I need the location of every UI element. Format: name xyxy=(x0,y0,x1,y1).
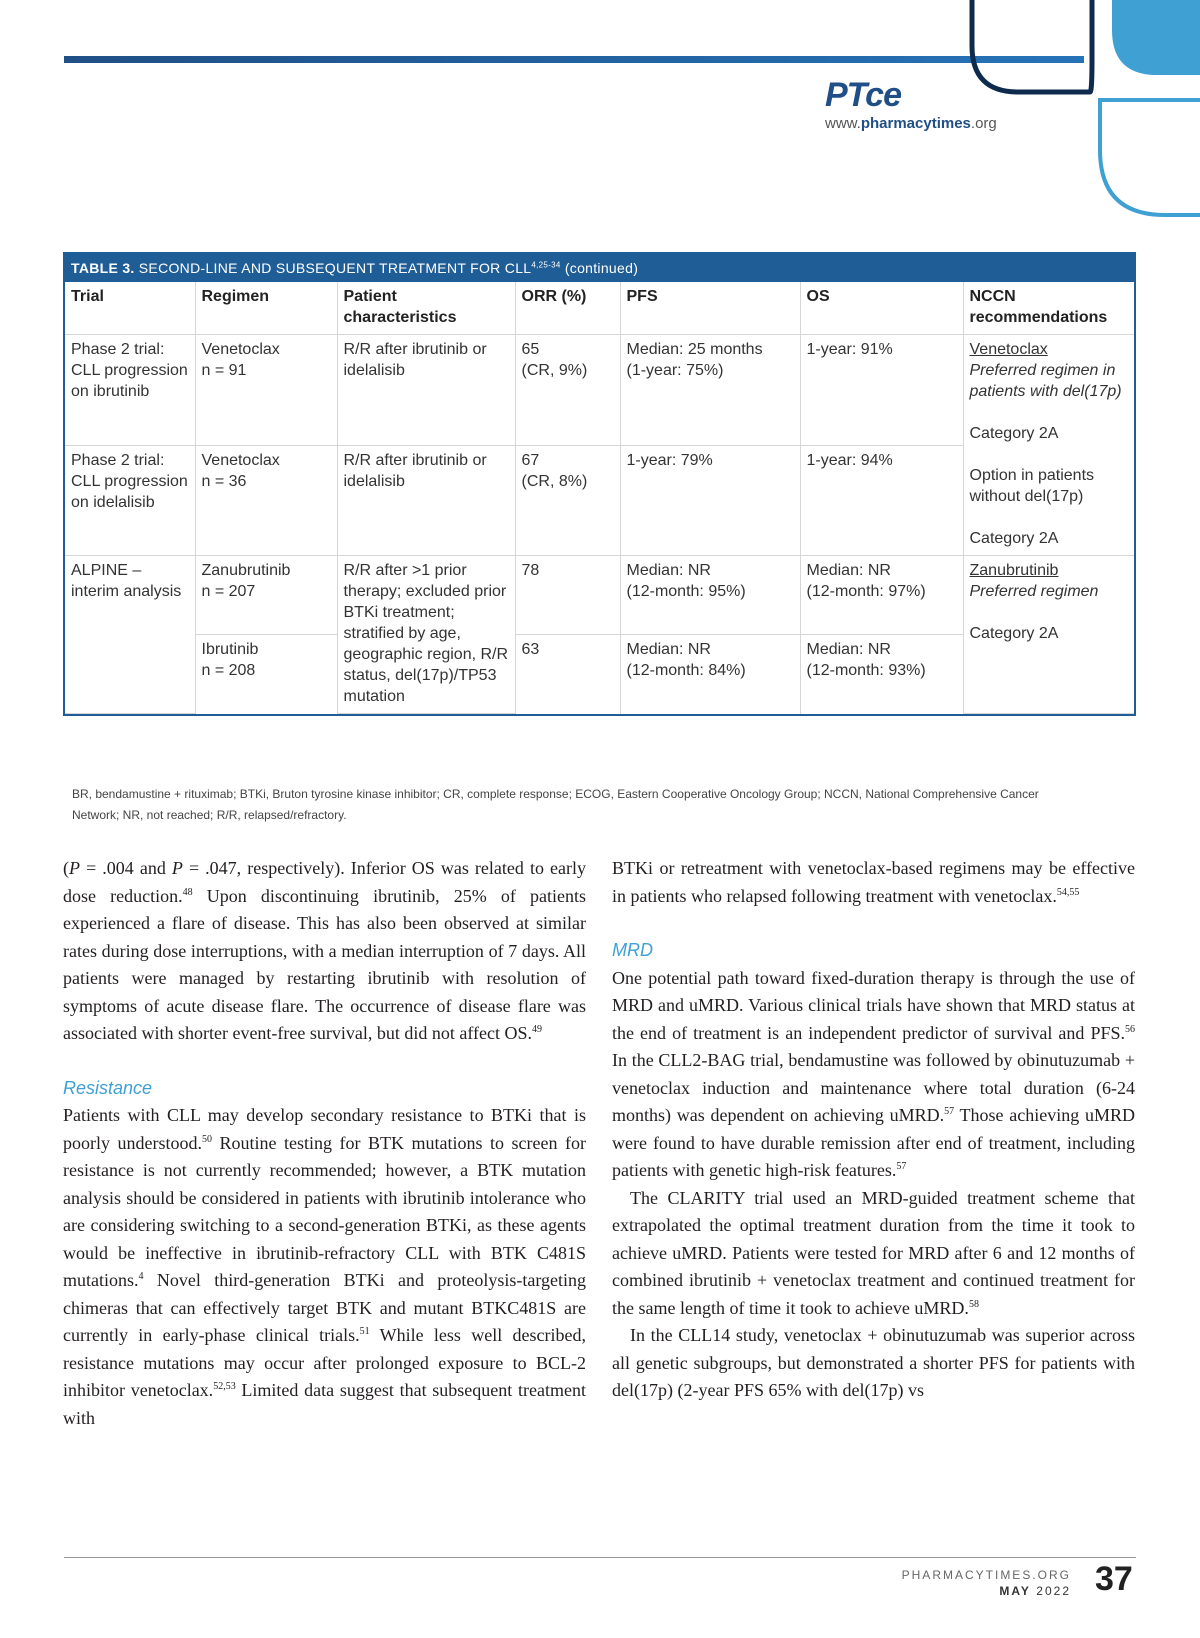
paragraph: (P = .004 and P = .047, respectively). Inferior OS was related to early dose reduction.$^{48}$ Upon discontinuing ibrutinib, 25% of patients experienced a flare of disease. This has also been observed at similar rates during dose interruptions, with a median interruption of 7 days. All patients were managed by restarting ibrutinib with resolution of symptoms of acute disease flare. The occurrence of disease flare was associated with shorter event-free survival, but did not affect OS.$^{49}$ xyxy=(63,858,587,1043)
logo-mark: PTce xyxy=(825,76,902,114)
cell-patients: R/R after >1 prior therapy; excluded prior BTKi treatment; stratified by age, geographic region, R/R status, del(17p)/TP53 mutation xyxy=(337,556,515,714)
cell-os: Median: NR (12-month: 97%) xyxy=(800,556,963,635)
cell-nccn-venetoclax: Venetoclax Preferred regimen in patients with del(17p) Category 2A Option in patients without del(17p) Category 2A xyxy=(963,335,1134,556)
paragraph: The CLARITY trial used an MRD-guided treatment scheme that extrapolated the optimal treatment duration from the time it took to achieve uMRD. Patients were tested for MRD after 6 and 12 months of combined ibrutinib + venetoclax treatment and continued treatment for the same length of time it took to achieve uMRD.$^{58}$ xyxy=(612,1187,1135,1318)
cell-pfs: Median: 25 months (1-year: 75%) xyxy=(620,335,800,446)
table-header-row xyxy=(65,282,1134,335)
cell-regimen: Zanubrutinib n = 207 xyxy=(195,556,337,635)
cell-regimen: Venetoclax n = 91 xyxy=(195,335,337,446)
cell-regimen: Ibrutinib n = 208 xyxy=(195,635,337,714)
col-header-patients: Patient characteristics xyxy=(337,282,515,335)
page-number: 37 xyxy=(1095,1560,1133,1598)
cell-os: Median: NR (12-month: 93%) xyxy=(800,635,963,714)
paragraph: Patients with CLL may develop secondary resistance to BTKi that is poorly understood.$^{50}$ Routine testing for BTK mutations to screen for resistance is not currently recommended; however, a BTK mutation analysis should be considered in patients with ibrutinib intolerance who are considering switching to a second-generation BTKi, as these agents would be ineffective in ibrutinib-refractory CLL with BTK C481S mutations.$^4$ Novel third-generation BTKi and proteolysis-targeting chimeras that can effectively target BTK and mutant BTKC481S are currently in early-phase clinical trials.$^{51}$ While less well described, resistance mutations may occur after prolonged exposure to BCL-2 inhibitor venetoclax.$^{52,53}$ Limited data suggest that subsequent treatment with xyxy=(63,1105,587,1428)
cell-orr: 67 (CR, 8%) xyxy=(515,445,620,556)
cell-pfs: 1-year: 79% xyxy=(620,445,800,556)
treatment-table xyxy=(63,252,1136,716)
cell-orr: 65 (CR, 9%) xyxy=(515,335,620,446)
cell-orr: 78 xyxy=(515,556,620,635)
paragraph: One potential path toward fixed-duration therapy is through the use of MRD and uMRD. Various clinical trials have shown that MRD status at the end of treatment is an independent predictor of survival and PFS.$^{56}$ In the CLL2-BAG trial, bendamustine was followed by obinutuzumab + venetoclax induction and maintenance where total duration (6-24 months) was dependent on achieving uMRD.$^{57}$ Those achieving uMRD were found to have durable remission after end of treatment, including patients with genetic high-risk features.$^{57}$ xyxy=(612,967,1135,1180)
col-header-regimen: Regimen xyxy=(195,282,337,335)
cell-regimen: Venetoclax n = 36 xyxy=(195,445,337,556)
resistance-heading: Resistance xyxy=(63,1077,153,1098)
paragraph: BTKi or retreatment with venetoclax-based regimens may be effective in patients who relapsed following treatment with venetoclax.$^{54,55}$ xyxy=(612,858,1135,906)
cell-orr: 63 xyxy=(515,635,620,714)
footer-rule xyxy=(64,1557,1136,1558)
cell-patients: R/R after ibrutinib or idelalisib xyxy=(337,335,515,446)
mrd-heading: MRD xyxy=(612,940,653,960)
ptce-logo xyxy=(825,76,997,132)
col-header-trial: Trial xyxy=(65,282,195,335)
col-header-pfs: PFS xyxy=(620,282,800,335)
table-title: TABLE 3. SECOND-LINE AND SUBSEQUENT TREATMENT FOR CLL$^{4,25-34}$ (continued) xyxy=(65,254,1134,282)
footer-date: MAY 2022 xyxy=(999,1584,1071,1598)
cell-patients: R/R after ibrutinib or idelalisib xyxy=(337,445,515,556)
cell-os: 1-year: 94% xyxy=(800,445,963,556)
col-header-os: OS xyxy=(800,282,963,335)
cell-nccn-zanubrutinib: Zanubrutinib Preferred regimen Category 2A xyxy=(963,556,1134,714)
table-footnote: BR, bendamustine + rituximab; BTKi, Bruton tyrosine kinase inhibitor; CR, complete response; ECOG, Eastern Cooperative Oncology Group; NCCN, National Comprehensive Cancer Network; NR, not reached; R/R, relapsed/refractory. xyxy=(72,787,1039,822)
table-row xyxy=(65,335,1134,446)
body-column-left xyxy=(63,855,586,1432)
cell-trial: Phase 2 trial: CLL progression on ibrutinib xyxy=(65,335,195,446)
table-row xyxy=(65,556,1134,635)
cell-trial: ALPINE – interim analysis xyxy=(65,556,195,714)
cell-os: 1-year: 91% xyxy=(800,335,963,446)
footer-site: PHARMACYTIMES.ORG xyxy=(901,1568,1071,1582)
paragraph: In the CLL14 study, venetoclax + obinutuzumab was superior across all genetic subgroups, but demonstrated a shorter PFS for patients with del(17p) (2-year PFS 65% with del(17p) vs xyxy=(612,1325,1135,1400)
cell-pfs: Median: NR (12-month: 95%) xyxy=(620,556,800,635)
logo-url: www.pharmacytimes.org xyxy=(825,115,997,132)
body-column-right xyxy=(612,855,1135,1405)
col-header-nccn: NCCN recommendations xyxy=(963,282,1134,335)
header-rule xyxy=(64,56,1084,63)
col-header-orr: ORR (%) xyxy=(515,282,620,335)
cell-trial: Phase 2 trial: CLL progression on idelalisib xyxy=(65,445,195,556)
cell-pfs: Median: NR (12-month: 84%) xyxy=(620,635,800,714)
